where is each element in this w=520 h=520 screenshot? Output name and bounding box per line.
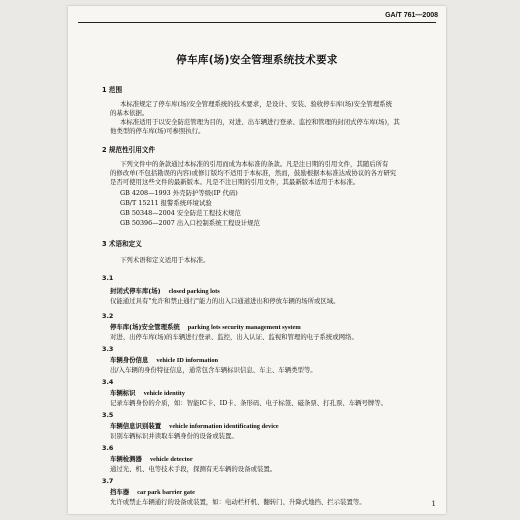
term-en: vehicle detector xyxy=(149,456,193,463)
term-title xyxy=(110,287,220,296)
term-number: 3.2 xyxy=(102,312,114,320)
term-cn: 车辆身份信息 xyxy=(110,356,149,364)
term-cn: 车辆检测器 xyxy=(110,455,142,463)
paragraph-line: 本标准规定了停车库(场)安全管理系统的技术要求，是设计、安装、验收停车库(场)安全管理系统 xyxy=(120,100,392,108)
term-number: 3.1 xyxy=(102,274,114,282)
term-title xyxy=(110,488,195,497)
paragraph-line: 是否可使用这些文件的最新版本。凡是不注日期的引用文件，其最新版本适用于本标准。 xyxy=(110,178,360,186)
term-definition: 识别车辆标识并读取车辆身份的设备或装置。 xyxy=(110,432,238,440)
reference-item: GB/T 15211 报警系统环境试验 xyxy=(120,199,212,207)
term-en: vehicle information identificating device xyxy=(169,423,279,430)
paragraph-line: 下列术语和定义适用于本标准。 xyxy=(120,256,210,264)
term-title xyxy=(110,389,185,398)
paragraph-line: 下列文件中的条款通过本标准的引用而成为本标准的条款。凡是注日期的引用文件，其随后所有 xyxy=(120,160,389,168)
term-cn: 停车库(场)安全管理系统 xyxy=(110,323,180,331)
term-en: parking lots security management system xyxy=(187,324,301,331)
page-number: 1 xyxy=(431,500,436,508)
header-rule xyxy=(78,22,436,23)
reference-item: GB 50396—2007 出入口控制系统工程设计规范 xyxy=(120,219,260,227)
section-2-heading: 2 规范性引用文件 xyxy=(102,146,156,154)
reference-item: GB 4208—1993 外壳防护等级(IP 代码) xyxy=(120,189,238,197)
term-number: 3.5 xyxy=(102,411,114,419)
term-definition: 通过光、机、电等技术手段，探测有无车辆的设备或装置。 xyxy=(110,465,277,473)
paragraph-line: 他类型的停车库(场)可参照执行。 xyxy=(110,127,205,135)
term-number: 3.3 xyxy=(102,345,114,353)
standard-number: GA/T 761—2008 xyxy=(385,12,438,19)
term-title xyxy=(110,422,279,431)
term-definition: 记录车辆身份的介质，如：智能IC卡、ID卡、条形码、电子标签、磁条票、打孔票、车辆号牌等。 xyxy=(110,399,388,407)
term-number: 3.6 xyxy=(102,444,114,452)
section-3-heading: 3 术语和定义 xyxy=(102,240,142,248)
term-definition: 仅能通过具有"允许和禁止通行"能力的出入口通道进出和停放车辆的场所或区域。 xyxy=(110,297,340,305)
section-1-heading: 1 范围 xyxy=(102,86,123,94)
term-title xyxy=(110,455,193,464)
paragraph-line: 本标准适用于以安全防范管理为目的，对进、出车辆进行登录、监控和管理的封闭式停车库(场)，其 xyxy=(120,118,400,126)
term-en: closed parking lots xyxy=(168,288,220,295)
term-cn: 车辆信息识别装置 xyxy=(110,422,162,430)
document-title: 停车库(场)安全管理系统技术要求 xyxy=(176,54,338,66)
document-page xyxy=(68,6,446,514)
term-cn: 封闭式停车库(场) xyxy=(110,287,161,295)
term-definition: 对进、出停车库(场)的车辆进行登录、监控，出入认证、监视和管理的电子系统或网络。 xyxy=(110,333,358,341)
reference-item: GB 50348—2004 安全防范工程技术规范 xyxy=(120,209,241,217)
term-en: vehicle identity xyxy=(143,390,185,397)
paragraph-line: 的修改单(不包括勘误的内容)或修订版均不适用于本标准，然而，鼓励根据本标准达成协议的各方研究 xyxy=(110,169,397,177)
term-en: car park barrier gate xyxy=(137,489,195,496)
term-en: vehicle ID information xyxy=(156,357,219,364)
term-number: 3.7 xyxy=(102,477,114,485)
term-cn: 车辆标识 xyxy=(110,389,136,397)
term-title xyxy=(110,356,218,365)
term-definition: 允许或禁止车辆通行的设备或装置，如：电动栏杆机、翻转门、升降式地挡、拦示装置等。 xyxy=(110,498,366,506)
term-title xyxy=(110,323,301,332)
term-definition: 出/入车辆的身份特征信息，通常包含车辆标识信息、车主、车辆类型等。 xyxy=(110,366,317,374)
term-cn: 挡车器 xyxy=(110,488,130,496)
paragraph-line: 的基本依据。 xyxy=(110,109,149,117)
term-number: 3.4 xyxy=(102,378,114,386)
